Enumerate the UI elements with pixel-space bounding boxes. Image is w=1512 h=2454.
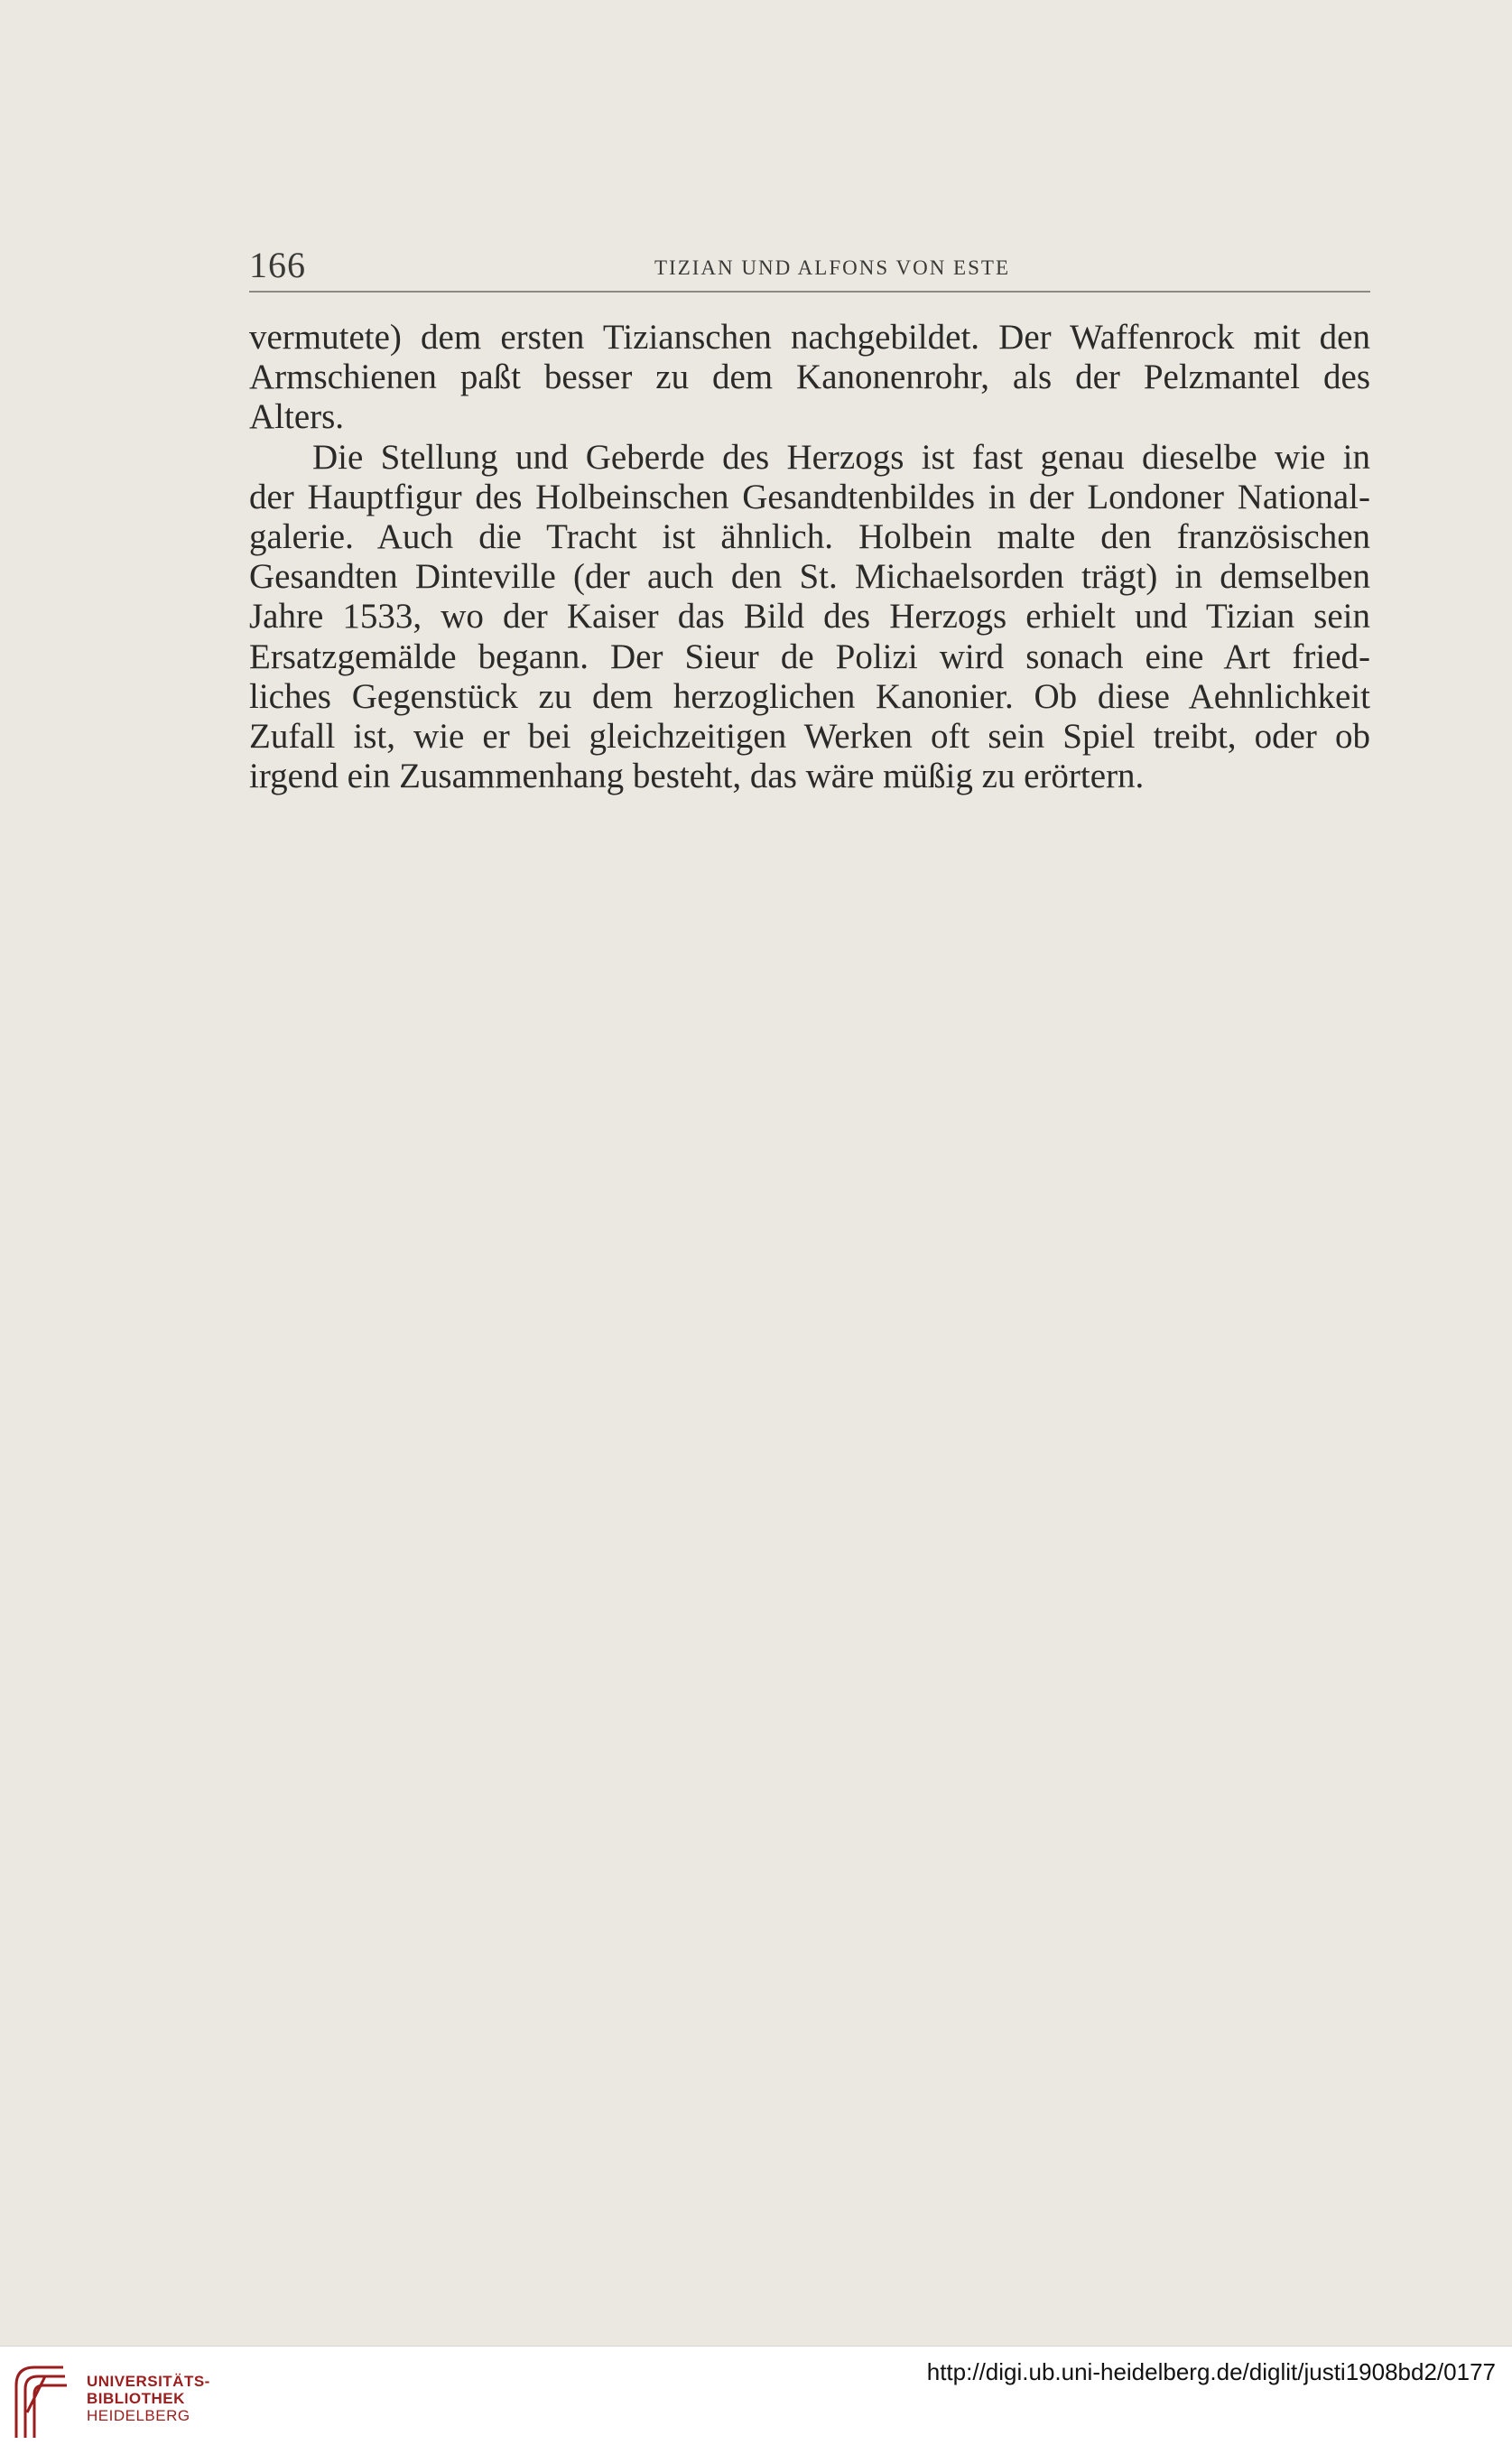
logo-line-3: HEIDELBERG bbox=[87, 2407, 190, 2424]
library-logo-icon bbox=[9, 2358, 79, 2441]
text-line: vermutete) dem ersten Tizianschen nachgebildet. Der Waffenrock mit den bbox=[249, 318, 1370, 357]
text-line: irgend ein Zusammenhang besteht, das wäre müßig zu erörtern. bbox=[249, 757, 1145, 796]
body-text bbox=[249, 318, 1370, 796]
logo-line-2: BIBLIOTHEK bbox=[87, 2390, 185, 2407]
library-logo-text bbox=[87, 2373, 210, 2424]
permalink-url[interactable]: http://digi.ub.uni-heidelberg.de/diglit/justi1908bd2/0177 bbox=[926, 2358, 1496, 2385]
running-title: TIZIAN UND ALFONS VON ESTE bbox=[654, 256, 1010, 279]
text-line: Ersatzgemälde begann. Der Sieur de Polizi wird sonach eine Art fried- bbox=[249, 637, 1370, 676]
paragraph-1 bbox=[249, 318, 1370, 438]
paragraph-2 bbox=[249, 438, 1370, 797]
text-line: Die Stellung und Geberde des Herzogs ist fast genau dieselbe wie in bbox=[312, 437, 1370, 477]
text-line: Jahre 1533, wo der Kaiser das Bild des Herzogs erhielt und Tizian sein bbox=[249, 597, 1370, 637]
text-line: galerie. Auch die Tracht ist ähnlich. Holbein malte den französischen bbox=[249, 516, 1370, 556]
text-line: Armschienen paßt besser zu dem Kanonenrohr, als der Pelzmantel des bbox=[249, 358, 1370, 397]
text-line: Zufall ist, wie er bei gleichzeitigen Werken oft sein Spiel treibt, oder ob bbox=[249, 716, 1370, 756]
text-line: Alters. bbox=[249, 397, 345, 437]
text-line: liches Gegenstück zu dem herzoglichen Kanonier. Ob diese Aehnlichkeit bbox=[249, 676, 1370, 716]
page-header bbox=[249, 237, 1370, 291]
text-line: der Hauptfigur des Holbeinschen Gesandtenbildes in der Londoner National- bbox=[249, 477, 1370, 516]
text-line: Gesandten Dinteville (der auch den St. Michaelsorden trägt) in demselben bbox=[249, 557, 1370, 597]
page-number: 166 bbox=[249, 245, 306, 285]
header-rule bbox=[249, 291, 1370, 293]
logo-line-1: UNIVERSITÄTS- bbox=[87, 2373, 210, 2390]
